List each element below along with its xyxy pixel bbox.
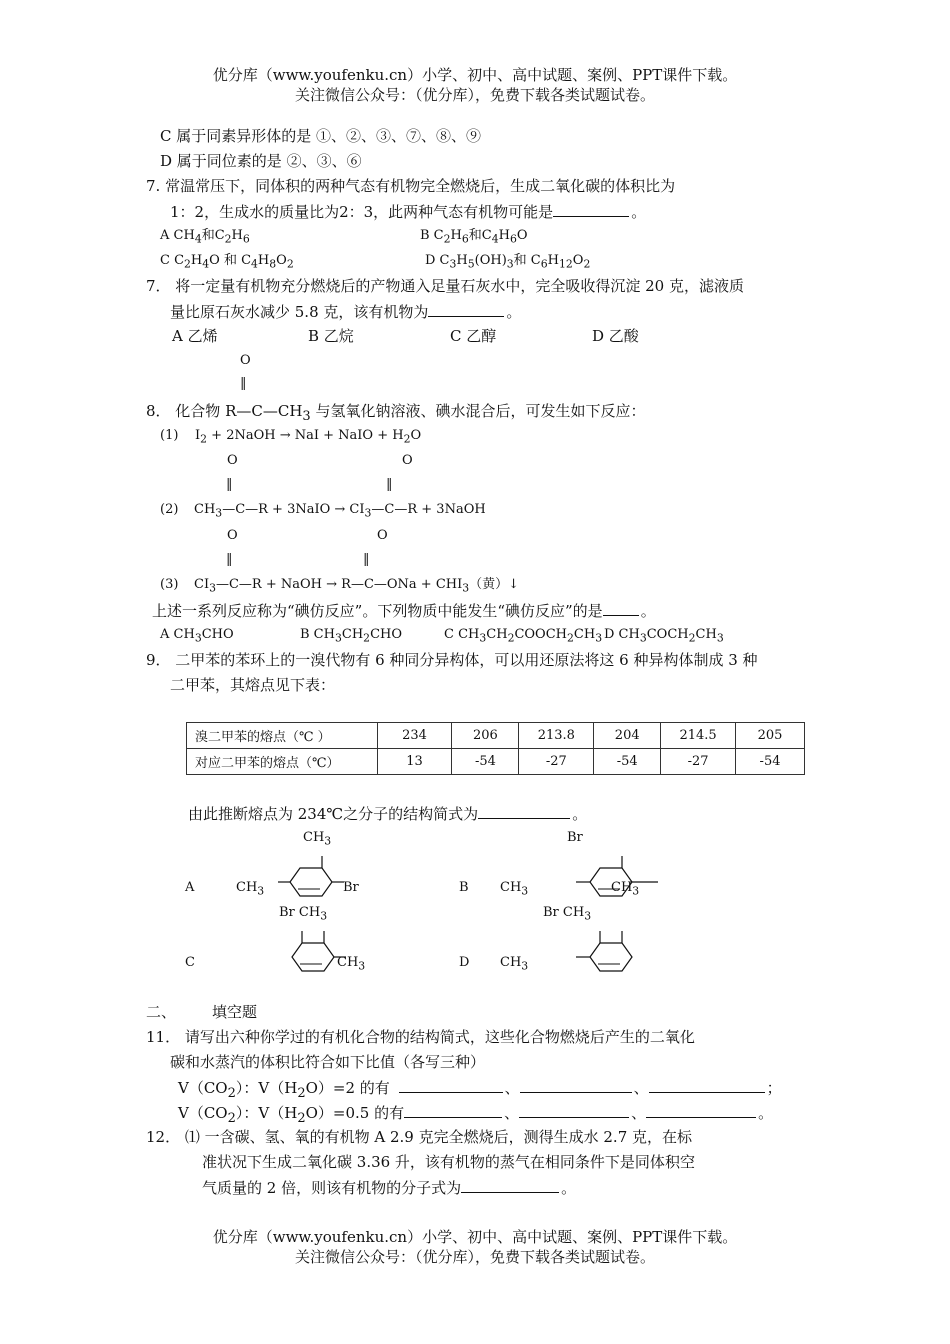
table-cell: 204 (594, 723, 661, 749)
q8-option-b: B $CH_3CH_2CHO$ (300, 627, 403, 645)
q8-reaction-1: $I_2$ + 2NaOH → NaI + NaIO + $H_2O$ (195, 428, 422, 446)
answer-blank (478, 804, 570, 819)
q11-row-1: $V(CO_2)$：$V(H_2O)=2$ 的有 、 、 ； (178, 1079, 782, 1101)
row-label: 对应二甲苯的熔点（℃） (187, 749, 378, 775)
q8-option-c: C $CH_3CH_2COOCH_2CH_3$ (444, 627, 603, 645)
double-bond: ‖ (363, 552, 370, 567)
q8-option-a: A $CH_3CHO$ (160, 627, 234, 645)
q7a-option-a: A $CH_4$和$C_2H_6$ (160, 228, 250, 246)
carbonyl-o: O (377, 528, 388, 543)
table-cell: 205 (736, 723, 805, 749)
answer-blank (649, 1078, 765, 1093)
q7b-option-a: A 乙烯 (172, 327, 218, 345)
q8-reaction-3: $CI_3—C—R$ + NaOH → R—C—ONa + $CHI_3$（黄）↓ (194, 577, 520, 595)
carbonyl-o: O (240, 353, 251, 368)
q7b-option-b: B 乙烷 (308, 327, 354, 345)
structure-c-label: C (185, 955, 195, 970)
row-label: 溴二甲苯的熔点（℃ ） (187, 723, 378, 749)
q8-reaction-2: $CH_3—C—R$ + 3NaIO → $CI_3—C—R$ + 3NaOH (194, 502, 486, 520)
answer-blank (553, 202, 629, 217)
structure-b-label: B (459, 880, 469, 895)
q7a-line-1: 7. 常温常压下，同体积的两种气态有机物完全燃烧后，生成二氧化碳的体积比为 (146, 177, 676, 195)
double-bond: ‖ (226, 552, 233, 567)
carbonyl-o: O (227, 453, 238, 468)
q7a-option-b: B $C_2H_6$和$C_4H_6O$ (420, 228, 528, 246)
answer-blank (399, 1078, 503, 1093)
ch3-label: $CH_3$ (337, 955, 366, 973)
ch3-label: $CH_3$ (236, 880, 265, 898)
header-line-1: 优分库（www.youfenku.cn）小学、初中、高中试题、案例、PPT课件下载。 (212, 66, 738, 84)
ch3-label: $CH_3$ (303, 830, 332, 848)
q9-inference: 由此推断熔点为 234℃之分子的结构简式为 。 (188, 805, 588, 823)
table-cell: -54 (594, 749, 661, 775)
q8-reaction-3-no: (3) (160, 577, 179, 592)
table-cell: -54 (452, 749, 519, 775)
q11-line-1: 11． 请写出六种你学过的有机化合物的结构简式，这些化合物燃烧后产生的二氧化 (146, 1028, 695, 1046)
answer-blank (404, 1103, 502, 1118)
answer-blank (520, 1078, 632, 1093)
structure-d-label: D (459, 955, 470, 970)
table-cell: -27 (661, 749, 736, 775)
q9-line-2: 二甲苯，其熔点见下表： (170, 676, 336, 694)
q12-line-1: 12． ⑴ 一含碳、氢、氧的有机物 A 2.9 克完全燃烧后，测得生成水 2.7 克，在标 (146, 1128, 693, 1146)
structure-a-label: A (185, 880, 195, 895)
q12-line-2: 准状况下生成二氧化碳 3.36 升，该有机物的蒸气在相同条件下是同体积空 (202, 1153, 695, 1171)
q8-reaction-2-no: (2) (160, 502, 179, 517)
q6-option-d: D 属于同位素的是 ②、③、⑥ (160, 152, 362, 170)
answer-blank (461, 1178, 559, 1193)
q7b-option-d: D 乙酸 (592, 327, 639, 345)
benzene-ring-d-icon (570, 927, 666, 977)
q7b-option-c: C 乙醇 (450, 327, 497, 345)
answer-blank (646, 1103, 756, 1118)
footer-line-1: 优分库（www.youfenku.cn）小学、初中、高中试题、案例、PPT课件下载。 (212, 1228, 738, 1246)
br-ch3-label: Br $CH_3$ (279, 905, 328, 923)
section-title: 填空题 (212, 1003, 258, 1021)
q7a-option-d: D $C_3H_5(OH)_3$和 $C_6H_{12}O_2$ (425, 253, 591, 271)
ch3-label: $CH_3$ (500, 955, 529, 973)
table-cell: 213.8 (519, 723, 594, 749)
double-bond: ‖ (240, 376, 247, 391)
table-row (187, 723, 805, 749)
carbonyl-o: O (402, 453, 413, 468)
br-ch3-label: Br $CH_3$ (543, 905, 592, 923)
header-line-2: 关注微信公众号：（优分库），免费下载各类试题试卷。 (294, 86, 656, 104)
table-cell: 13 (377, 749, 452, 775)
melting-point-table (186, 722, 805, 775)
ch3-label: $CH_3$ (500, 880, 529, 898)
double-bond: ‖ (226, 477, 233, 492)
q9-line-1: 9． 二甲苯的苯环上的一溴代物有 6 种同分异构体，可以用还原法将这 6 种异构体制成 3 种 (146, 651, 758, 669)
q7a-option-c: C $C_2H_4O$ 和 $C_4H_8O_2$ (160, 253, 294, 271)
q8-conclusion: 上述一系列反应称为“碘仿反应”。下列物质中能发生“碘仿反应”的是 。 (152, 602, 656, 620)
table-row (187, 749, 805, 775)
answer-blank (603, 601, 639, 616)
double-bond: ‖ (386, 477, 393, 492)
table-cell: -54 (736, 749, 805, 775)
q7b-line-2: 量比原石灰水减少 5.8 克，该有机物为 。 (170, 303, 522, 321)
table-cell: 214.5 (661, 723, 736, 749)
q11-row-2: $V(CO_2)$：$V(H_2O)=0.5$ 的有 、 、 。 (178, 1104, 774, 1126)
br-label: Br (343, 880, 359, 895)
q11-line-2: 碳和水蒸汽的体积比符合如下比值（各写三种） (170, 1053, 486, 1071)
table-cell: 234 (377, 723, 452, 749)
answer-blank (519, 1103, 629, 1118)
footer-line-2: 关注微信公众号：（优分库），免费下载各类试题试卷。 (294, 1248, 656, 1266)
section-number: 二、 (146, 1003, 177, 1021)
q8-reaction-1-no: (1) (160, 428, 179, 443)
q8-stem: 8． 化合物 $R—C—CH_3$ 与氢氧化钠溶液、碘水混合后，可发生如下反应： (146, 402, 646, 424)
table-cell: -27 (519, 749, 594, 775)
answer-blank (428, 302, 504, 317)
q7a-line-2: 1：2，生成水的质量比为2：3，此两种气态有机物可能是 。 (170, 203, 647, 221)
ch3-label: $CH_3$ (611, 880, 640, 898)
q7b-line-1: 7． 将一定量有机物充分燃烧后的产物通入足量石灰水中，完全吸收得沉淀 20 克，滤液质 (146, 277, 744, 295)
q8-option-d: D $CH_3COCH_2CH_3$ (604, 627, 724, 645)
br-label: Br (567, 830, 583, 845)
carbonyl-o: O (227, 528, 238, 543)
table-cell: 206 (452, 723, 519, 749)
q12-line-3: 气质量的 2 倍，则该有机物的分子式为 。 (202, 1179, 577, 1197)
q6-option-c: C 属于同素异形体的是 ①、②、③、⑦、⑧、⑨ (160, 127, 482, 145)
